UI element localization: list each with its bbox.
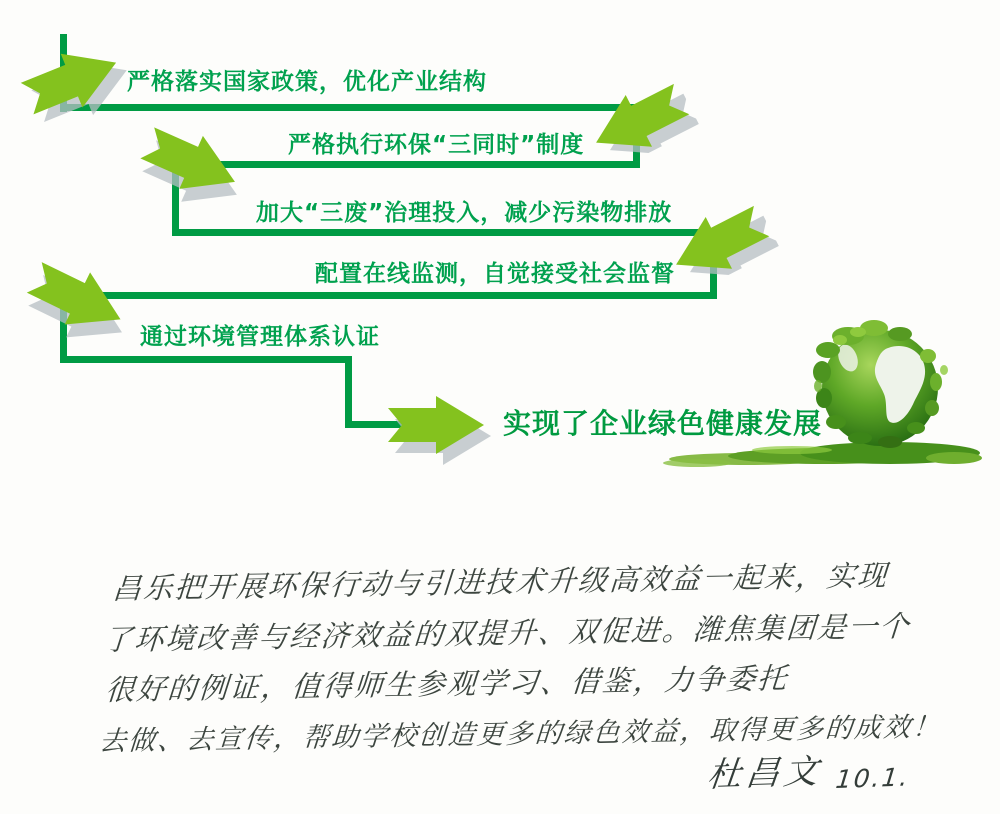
flow-step-2-label: 严格执行环保“三同时”制度	[288, 132, 585, 158]
arrow-icon-step3	[124, 111, 257, 229]
connector-segment-h3	[172, 229, 717, 236]
signature-name: 杜昌文	[705, 751, 824, 796]
arrow-icon-step5	[10, 246, 144, 366]
flow-step-1-label: 严格落实国家政策，优化产业结构	[127, 69, 487, 95]
handwritten-line-4: 去做、去宣传，帮助学校创造更多的绿色效益，取得更多的成效！	[98, 711, 943, 758]
flow-step-4-label: 配置在线监测，自觉接受社会监督	[315, 261, 675, 287]
handwritten-line-1: 昌乐把开展环保行动与引进技术升级高效益一起来，实现	[111, 558, 890, 606]
flow-result-label: 实现了企业绿色健康发展	[503, 407, 823, 440]
handwritten-signature	[705, 740, 914, 798]
connector-segment-v6	[345, 356, 352, 428]
connector-segment-h4	[60, 292, 717, 299]
connector-segment-h1	[60, 104, 640, 111]
handwritten-line-3: 很好的例证，值得师生参观学习、借鉴，力争委托	[104, 661, 790, 707]
arrow-icon-step2	[566, 55, 700, 176]
arrow-icon-step1	[11, 28, 143, 143]
handwritten-line-2: 了环境改善与经济效益的双提升、双促进。潍焦集团是一个	[102, 608, 912, 658]
arrow-icon-result	[384, 392, 494, 472]
signature-date: 10.1.	[834, 762, 912, 795]
flow-step-3-label: 加大“三废”治理投入，减少污染物排放	[256, 200, 673, 226]
green-earth-globe-icon	[652, 296, 986, 482]
flow-step-5-label: 通过环境管理体系认证	[140, 324, 380, 350]
